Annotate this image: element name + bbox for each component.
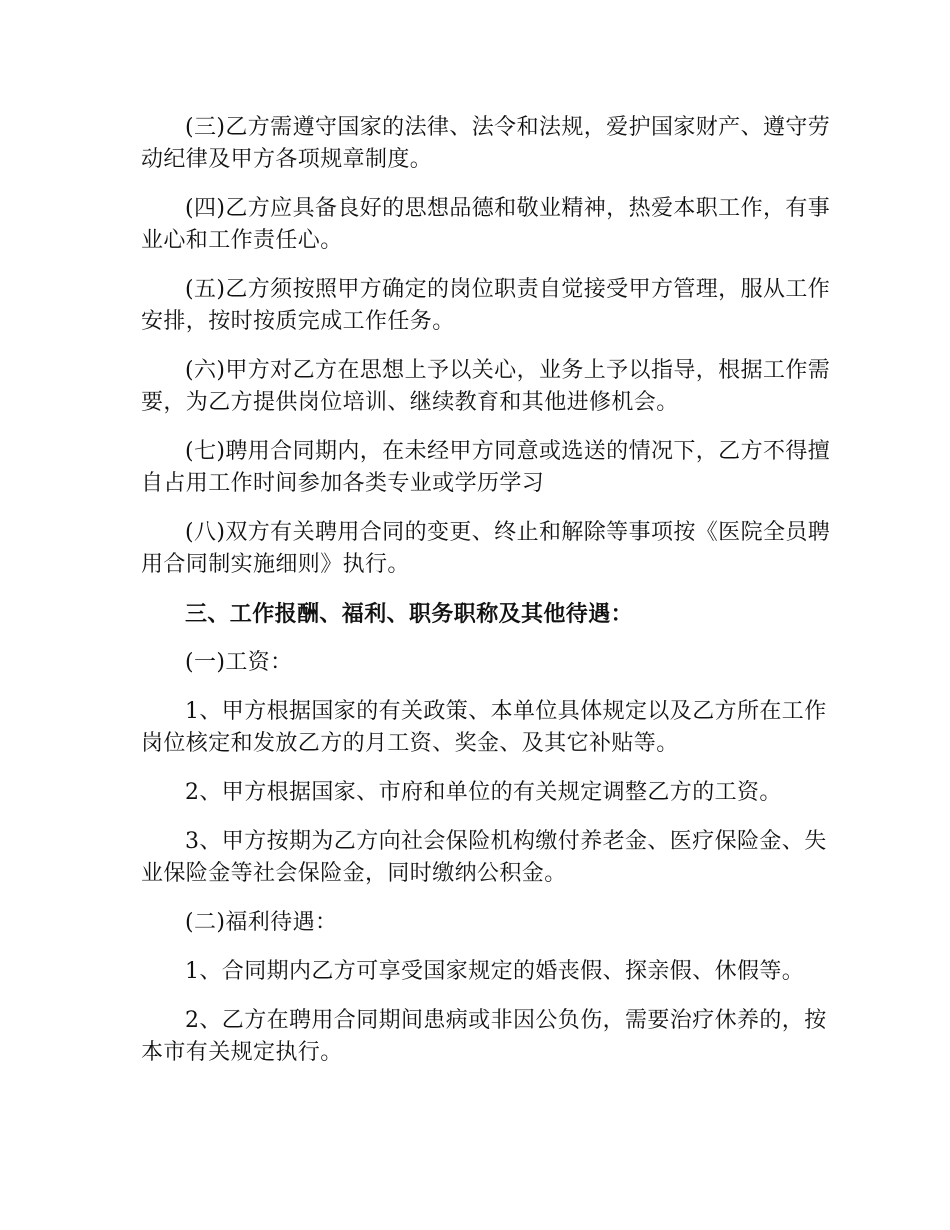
clause-3: (三)乙方需遵守国家的法律、法令和法规，爱护国家财产、遵守劳动纪律及甲方各项规章制度。: [141, 115, 831, 172]
clause-7: (七)聘用合同期内，在未经甲方同意或选送的情况下，乙方不得擅自占用工作时间参加各类专业或学历学习: [141, 439, 831, 496]
clause-8: (八)双方有关聘用合同的变更、终止和解除等事项按《医院全员聘用合同制实施细则》执行。: [141, 520, 831, 577]
wage-item-2: 2、甲方根据国家、市府和单位的有关规定调整乙方的工资。: [185, 780, 782, 805]
wage-item-3: 3、甲方按期为乙方向社会保险机构缴付养老金、医疗保险金、失业保险金等社会保险金，同时缴纳公积金。: [141, 829, 827, 886]
clause-5: (五)乙方须按照甲方确定的岗位职责自觉接受甲方管理，服从工作安排，按时按质完成工作任务。: [141, 277, 831, 334]
clause-6: (六)甲方对乙方在思想上予以关心，业务上予以指导，根据工作需要，为乙方提供岗位培训、继续教育和其他进修机会。: [141, 358, 831, 415]
welfare-item-1: 1、合同期内乙方可享受国家规定的婚丧假、探亲假、休假等。: [185, 959, 805, 984]
section-heading-compensation: 三、工作报酬、福利、职务职称及其他待遇：: [185, 601, 634, 627]
subsection-wage-title: (一)工资：: [185, 650, 293, 675]
welfare-item-2: 2、乙方在聘用合同期间患病或非因公负伤，需要治疗休养的，按本市有关规定执行。: [141, 1008, 827, 1065]
clause-4: (四)乙方应具备良好的思想品德和敬业精神，热爱本职工作，有事业心和工作责任心。: [141, 196, 831, 253]
document-body: [141, 112, 831, 1086]
wage-item-1: 1、甲方根据国家的有关政策、本单位具体规定以及乙方所在工作岗位核定和发放乙方的月工资、奖金、及其它补贴等。: [141, 699, 827, 756]
subsection-welfare-title: (二)福利待遇：: [185, 910, 338, 935]
